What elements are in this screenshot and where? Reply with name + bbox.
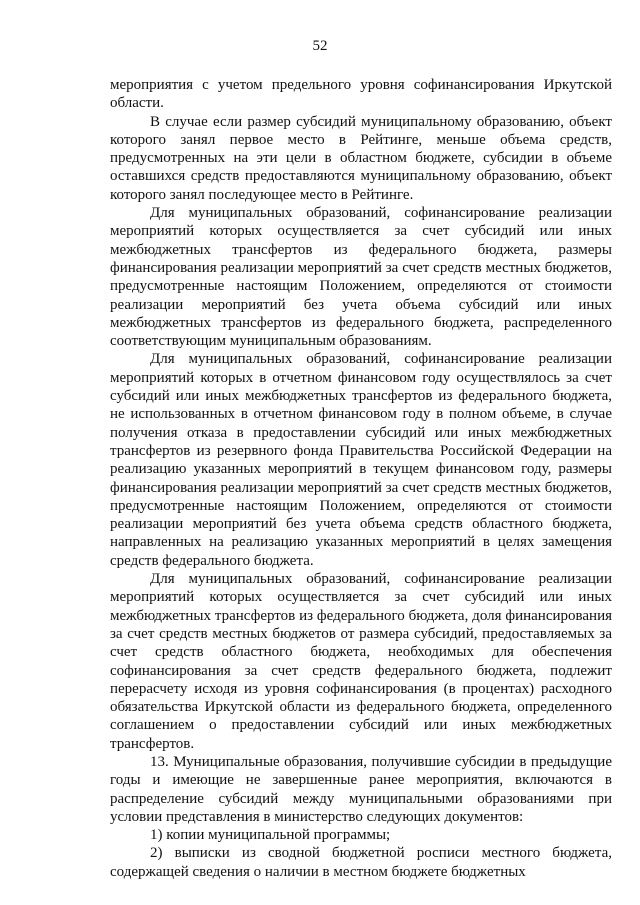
document-body bbox=[110, 76, 612, 881]
list-item-2: 2) выписки из сводной бюджетной росписи местного бюджета, содержащей сведения о наличии в местном бюджете бюджетных bbox=[110, 845, 612, 880]
paragraph: Для муниципальных образований, софинансирование реализации мероприятий которых в отчетном финансовом году осуществлялось за счет субсидий или иных межбюджетных трансфертов из федерального бюджета, не использованных в отчетном финансовом году в полном объеме, в случае получения отказа в предоставлении субсидий или иных межбюджетных трансфертов из резервного фонда Правительства Российской Федерации на реализацию указанных мероприятий в текущем финансовом году, размеры финансирования реализации мероприятий за счет средств местных бюджетов, предусмотренные настоящим Положением, определяются от стоимости реализации мероприятий без учета объема средств областного бюджета, направленных на реализацию указанных мероприятий в целях замещения средств федерального бюджета. bbox=[110, 351, 612, 569]
paragraph-continuation: мероприятия с учетом предельного уровня софинансирования Иркутской области. bbox=[110, 77, 612, 112]
paragraph-item-13: 13. Муниципальные образования, получившие субсидии в предыдущие годы и имеющие не завершенные ранее мероприятия, включаются в распределение субсидий между муниципальными образованиями при условии представления в министерство следующих документов: bbox=[110, 753, 612, 825]
paragraph: Для муниципальных образований, софинансирование реализации мероприятий которых осуществляется за счет субсидий или иных межбюджетных трансфертов из федерального бюджета, доля финансирования за счет средств местных бюджетов от размера субсидий, предоставляемых за счет средств областного бюджета, необходимых для обеспечения софинансирования за счет средств федерального бюджета, подлежит перерасчету исходя из уровня софинансирования (в процентах) расходного обязательства Иркутской области из федерального бюджета, определенного соглашением о предоставлении субсидий или иных межбюджетных трансфертов. bbox=[110, 571, 612, 752]
list-item-1: 1) копии муниципальной программы; bbox=[150, 827, 391, 844]
page-number: 52 bbox=[312, 38, 328, 54]
paragraph: Для муниципальных образований, софинансирование реализации мероприятий которых осуществляется за счет субсидий или иных межбюджетных трансфертов из федерального бюджета, размеры финансирования реализации мероприятий за счет средств местных бюджетов, предусмотренные настоящим Положением, определяются от стоимости реализации мероприятий без учета объема субсидий или иных межбюджетных трансфертов из федерального бюджета, распределенного соответствующим муниципальным образованиям. bbox=[110, 205, 612, 350]
paragraph: В случае если размер субсидий муниципальному образованию, объект которого занял первое место в Рейтинге, меньше объема средств, предусмотренных на эти цели в областном бюджете, субсидии в объеме оставшихся средств предоставляются муниципальному образованию, объект которого занял последующее место в Рейтинге. bbox=[110, 113, 612, 203]
